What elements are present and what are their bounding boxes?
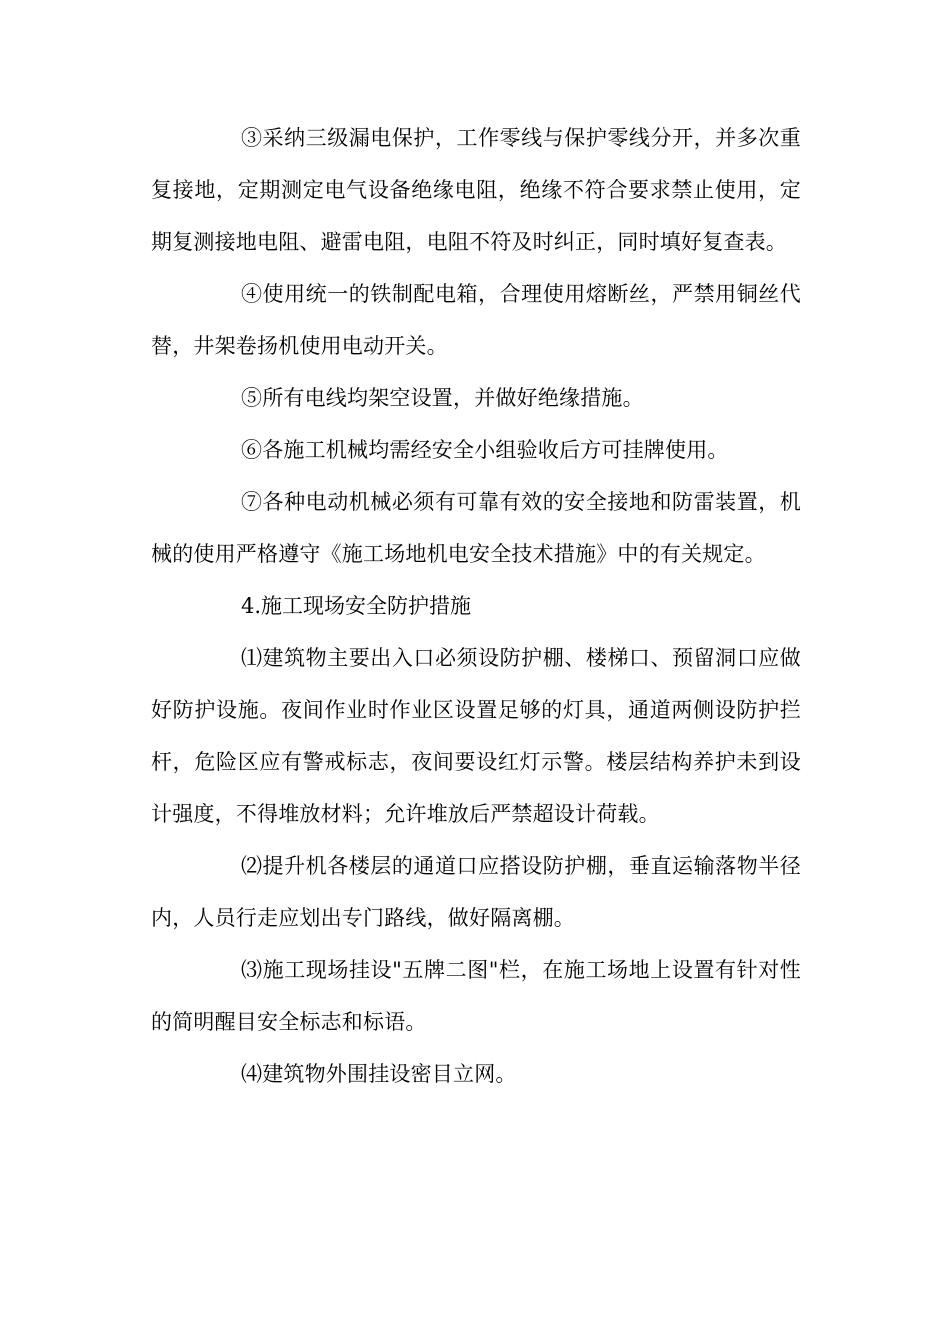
paragraph-machine-inspection: ⑥各施工机械均需经安全小组验收后方可挂牌使用。 [241, 438, 729, 462]
paragraph-overhead-wires: ⑤所有电线均架空设置，并做好绝缘措施。 [241, 386, 644, 410]
paragraph-leakage-protection: ③采纳三级漏电保护，工作零线与保护零线分开，并多次重复接地，定期测定电气设备绝缘电阻，绝缘不符合要求禁止使用，定期复测接地电阻、避雷电阻，电阻不符及时纠正，同时填好复查表。 [151, 126, 801, 254]
paragraph-distribution-box: ④使用统一的铁制配电箱，合理使用熔断丝，严禁用铜丝代替，井架卷扬机使用电动开关。 [151, 282, 801, 358]
paragraph-hoist-passages: ⑵提升机各楼层的通道口应搭设防护棚，垂直运输落物半径内，人员行走应划出专门路线，做好隔离棚。 [151, 854, 801, 930]
paragraph-signage: ⑶施工现场挂设"五牌二图"栏，在施工场地上设置有针对性的简明醒目安全标志和标语。 [151, 958, 801, 1034]
paragraph-safety-net: ⑷建筑物外围挂设密目立网。 [241, 1062, 517, 1086]
document-body [151, 112, 801, 1100]
paragraph-protective-sheds: ⑴建筑物主要出入口必须设防护棚、楼梯口、预留洞口应做好防护设施。夜间作业时作业区设置足够的灯具，通道两侧设防护拦杆，危险区应有警戒标志，夜间要设红灯示警。楼层结构养护未到设计强度，不得堆放材料；允许堆放后严禁超设计荷载。 [151, 646, 801, 826]
section-heading-site-safety: 4.施工现场安全防护措施 [241, 594, 472, 618]
paragraph-grounding-lightning: ⑦各种电动机械必须有可靠有效的安全接地和防雷装置，机械的使用严格遵守《施工场地机电安全技术措施》中的有关规定。 [151, 490, 801, 566]
